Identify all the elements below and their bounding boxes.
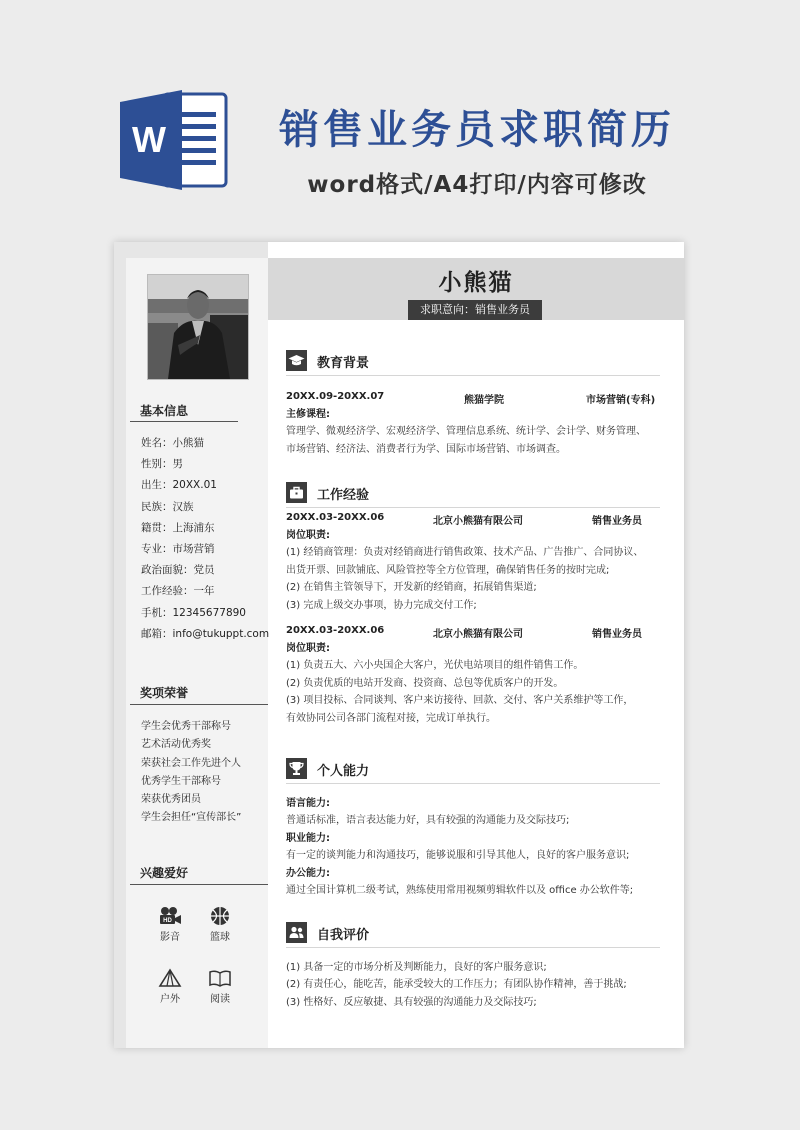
- resume-name: 小熊猫: [438, 270, 514, 296]
- job-duty-line: 出货开票、回款铺底、风险管控等全方位管理，确保销售任务的按时完成;: [286, 564, 610, 576]
- job-duty-label: 岗位职责:: [286, 643, 330, 654]
- work-divider: [286, 507, 660, 508]
- edu-school: 熊猫学院: [464, 395, 504, 406]
- self-eval-line: (1) 具备一定的市场分析及判断能力，良好的客户服务意识;: [286, 962, 547, 973]
- skills-title: 个人能力: [317, 764, 370, 779]
- edu-courses-line: 市场营销、经济法、消费者行为学、国际市场营销、市场调查。: [286, 443, 566, 455]
- basic-info-divider: [130, 421, 238, 422]
- info-political: 政治面貌：党员: [141, 564, 215, 577]
- job-duty-line: (2) 负责优质的电站开发商、投资商、总包等优质客户的开发。: [286, 677, 564, 689]
- education-divider: [286, 375, 660, 376]
- skill-text: 有一定的谈判能力和沟通技巧，能够说服和引导其他人，良好的客户服务意识;: [286, 850, 630, 862]
- info-birth: 出生：20XX.01: [141, 479, 217, 492]
- edu-courses-line: 管理学、微观经济学、宏观经济学、管理信息系统、统计学、会计学、财务管理、: [286, 426, 646, 438]
- tent-icon: [158, 968, 182, 988]
- info-experience: 工作经验：一年: [141, 585, 215, 598]
- info-phone: 手机：12345677890: [141, 606, 246, 619]
- job-period: 20XX.03-20XX.06: [286, 625, 385, 636]
- awards-list: [141, 718, 241, 828]
- basketball-icon: [209, 906, 231, 926]
- banner-title: 销售业务员求职简历: [279, 107, 675, 153]
- self-eval-divider: [286, 947, 660, 948]
- briefcase-icon: [286, 482, 307, 503]
- skills-divider: [286, 783, 660, 784]
- edu-major: 市场营销(专科): [586, 395, 656, 406]
- resume-sheet: [114, 242, 684, 1048]
- work-header: [286, 482, 660, 504]
- svg-text:W: W: [132, 119, 166, 160]
- banner-subtitle: word格式/A4打印/内容可修改: [307, 172, 647, 198]
- job-duty-line: (1) 经销商管理：负责对经销商进行销售政策、技术产品、广告推广、合同协议、: [286, 547, 644, 559]
- basic-info-title: 基本信息: [140, 404, 189, 418]
- skills-header: [286, 758, 660, 780]
- svg-text:HD: HD: [163, 918, 172, 924]
- self-eval-header: [286, 922, 660, 944]
- info-hometown: 籍贯：上海浦东: [141, 521, 215, 534]
- work-title: 工作经验: [317, 488, 370, 503]
- word-logo-icon: [118, 88, 230, 192]
- award-item: 优秀学生干部称号: [141, 775, 221, 787]
- people-icon: [286, 922, 307, 943]
- self-eval-line: (2) 有责任心，能吃苦，能承受较大的工作压力；有团队协作精神，善于挑战;: [286, 979, 627, 991]
- skill-label: 语言能力:: [286, 798, 330, 809]
- job-duties: [286, 527, 666, 614]
- award-item: 荣获优秀团员: [141, 794, 201, 806]
- hobby-reading: [198, 968, 242, 1005]
- awards-title: 奖项荣誉: [140, 686, 189, 700]
- self-eval-title: 自我评价: [317, 928, 370, 943]
- job-duties: [286, 640, 666, 727]
- skill-label: 办公能力:: [286, 867, 330, 879]
- skills-list: [286, 795, 666, 899]
- education-title: 教育背景: [317, 356, 370, 371]
- skill-label: 职业能力:: [286, 832, 330, 844]
- skill-text: 普通话标准，语言表达能力好，具有较强的沟通能力及交际技巧;: [286, 815, 570, 827]
- hobby-basketball: [198, 906, 242, 943]
- hobby-label: 篮球: [210, 932, 230, 943]
- job-duty-label: 岗位职责:: [286, 530, 330, 541]
- award-item: 艺术活动优秀奖: [141, 739, 211, 751]
- info-email: 邮箱：info@tukuppt.com: [141, 627, 270, 640]
- hobby-label: 阅读: [210, 994, 230, 1005]
- self-eval-list: [286, 959, 666, 1011]
- hobby-label: 户外: [160, 994, 180, 1005]
- hobbies-title: 兴趣爱好: [140, 866, 189, 880]
- info-ethnicity: 民族：汉族: [141, 500, 194, 513]
- job-period: 20XX.03-20XX.06: [286, 512, 385, 523]
- edu-period: 20XX.09-20XX.07: [286, 391, 385, 402]
- job-position: 销售业务员: [592, 629, 642, 640]
- edu-courses: [286, 406, 666, 458]
- hobbies-divider: [130, 884, 268, 885]
- book-icon: [208, 968, 232, 988]
- job-duty-line: (1) 负责五大、六小央国企大客户，光伏电站项目的组件销售工作。: [286, 660, 584, 672]
- basic-info-list: [141, 433, 269, 645]
- job-position: 销售业务员: [592, 516, 642, 527]
- edu-courses-label: 主修课程:: [286, 409, 330, 420]
- education-header: [286, 350, 660, 372]
- job-duty-line: (3) 项目投标、合同谈判、客户来访接待、回款、交付、客户关系维护等工作，: [286, 695, 634, 707]
- video-camera-icon: [158, 906, 182, 926]
- graduation-cap-icon: [286, 350, 307, 371]
- hobby-outdoor: [148, 968, 192, 1005]
- award-item: 学生会担任“宣传部长”: [141, 812, 242, 824]
- job-duty-line: (3) 完成上级交办事项，协力完成交付工作;: [286, 599, 477, 611]
- trophy-icon: [286, 758, 307, 779]
- award-item: 学生会优秀干部称号: [141, 721, 231, 732]
- hobby-label: 影音: [160, 932, 180, 943]
- info-name: 姓名：小熊猫: [141, 437, 204, 449]
- job-company: 北京小熊猫有限公司: [433, 629, 523, 640]
- info-gender: 性别：男: [141, 458, 183, 471]
- job-intent-badge: 求职意向：销售业务员: [408, 300, 542, 320]
- award-item: 荣获社会工作先进个人: [141, 757, 241, 769]
- job-duty-line: 有效协同公司各部门流程对接，完成订单执行。: [286, 712, 496, 724]
- awards-divider: [130, 704, 268, 705]
- job-duty-line: (2) 在销售主管领导下，开发新的经销商，拓展销售渠道;: [286, 582, 537, 594]
- self-eval-line: (3) 性格好、反应敏捷、具有较强的沟通能力及交际技巧;: [286, 996, 537, 1008]
- hobby-video: [148, 906, 192, 943]
- job-company: 北京小熊猫有限公司: [433, 516, 523, 527]
- info-major: 专业：市场营销: [141, 543, 215, 556]
- profile-photo: [147, 274, 249, 380]
- skill-text: 通过全国计算机二级考试，熟练使用常用视频剪辑软件以及 office 办公软件等;: [286, 885, 634, 897]
